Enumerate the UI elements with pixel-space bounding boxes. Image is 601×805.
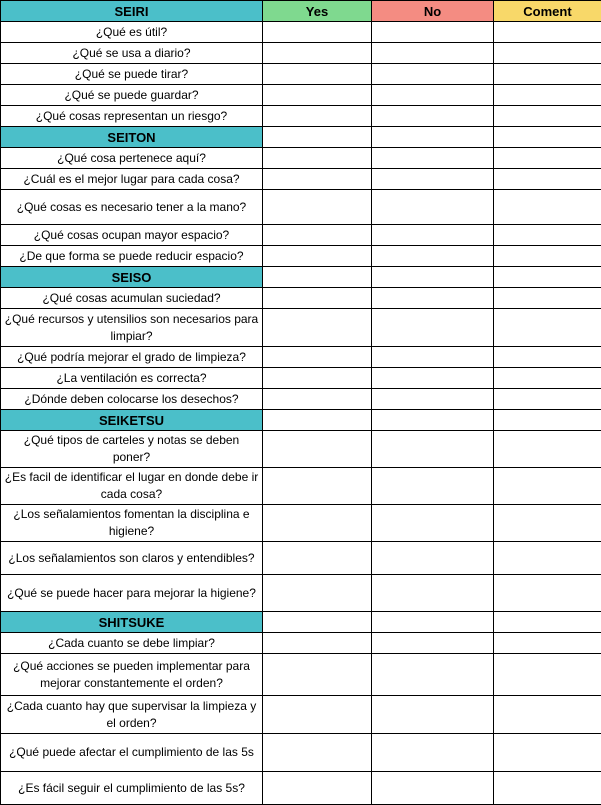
- question-text: ¿Cuál es el mejor lugar para cada cosa?: [1, 169, 263, 190]
- no-answer-cell[interactable]: [372, 106, 494, 127]
- header-row: [1, 1, 601, 22]
- no-answer-cell[interactable]: [372, 654, 494, 696]
- coment-answer-cell[interactable]: [494, 288, 601, 309]
- question-row: [1, 654, 601, 696]
- question-text: ¿Los señalamientos son claros y entendibles?: [1, 542, 263, 575]
- no-answer-cell[interactable]: [372, 43, 494, 64]
- question-row: [1, 190, 601, 225]
- section-row-shitsuke: [1, 612, 601, 633]
- section-coment-cell[interactable]: [494, 612, 601, 633]
- section-no-cell[interactable]: [372, 410, 494, 431]
- question-text: ¿Qué podría mejorar el grado de limpieza?: [1, 347, 263, 368]
- coment-answer-cell[interactable]: [494, 734, 601, 772]
- yes-answer-cell[interactable]: [263, 542, 372, 575]
- question-text: ¿Qué se puede guardar?: [1, 85, 263, 106]
- question-text: ¿La ventilación es correcta?: [1, 368, 263, 389]
- question-text: ¿Cada cuanto hay que supervisar la limpieza y el orden?: [1, 696, 263, 734]
- no-answer-cell[interactable]: [372, 431, 494, 468]
- no-answer-cell[interactable]: [372, 246, 494, 267]
- coment-answer-cell[interactable]: [494, 64, 601, 85]
- yes-answer-cell[interactable]: [263, 633, 372, 654]
- coment-answer-cell[interactable]: [494, 633, 601, 654]
- yes-answer-cell[interactable]: [263, 22, 372, 43]
- section-coment-cell[interactable]: [494, 410, 601, 431]
- yes-answer-cell[interactable]: [263, 772, 372, 805]
- no-answer-cell[interactable]: [372, 288, 494, 309]
- no-answer-cell[interactable]: [372, 22, 494, 43]
- question-row: [1, 468, 601, 505]
- question-text: ¿De que forma se puede reducir espacio?: [1, 246, 263, 267]
- coment-answer-cell[interactable]: [494, 772, 601, 805]
- no-answer-cell[interactable]: [372, 368, 494, 389]
- yes-answer-cell[interactable]: [263, 43, 372, 64]
- no-answer-cell[interactable]: [372, 389, 494, 410]
- section-header-seiri: SEIRI: [1, 1, 263, 22]
- question-text: ¿Qué acciones se pueden implementar para mejorar constantemente el orden?: [1, 654, 263, 696]
- question-row: [1, 505, 601, 542]
- yes-answer-cell[interactable]: [263, 106, 372, 127]
- question-row: [1, 22, 601, 43]
- question-row: [1, 575, 601, 612]
- yes-answer-cell[interactable]: [263, 575, 372, 612]
- section-no-cell[interactable]: [372, 267, 494, 288]
- coment-answer-cell[interactable]: [494, 225, 601, 246]
- question-row: [1, 288, 601, 309]
- coment-answer-cell[interactable]: [494, 22, 601, 43]
- yes-answer-cell[interactable]: [263, 85, 372, 106]
- no-answer-cell[interactable]: [372, 468, 494, 505]
- section-title-seiketsu: SEIKETSU: [1, 410, 263, 431]
- yes-answer-cell[interactable]: [263, 169, 372, 190]
- yes-answer-cell[interactable]: [263, 190, 372, 225]
- no-answer-cell[interactable]: [372, 696, 494, 734]
- question-text: ¿Qué tipos de carteles y notas se deben poner?: [1, 431, 263, 468]
- section-yes-cell[interactable]: [263, 127, 372, 148]
- no-answer-cell[interactable]: [372, 734, 494, 772]
- yes-answer-cell[interactable]: [263, 309, 372, 347]
- yes-answer-cell[interactable]: [263, 654, 372, 696]
- yes-answer-cell[interactable]: [263, 347, 372, 368]
- checklist-body: [1, 1, 601, 805]
- question-row: [1, 309, 601, 347]
- section-row-seiketsu: [1, 410, 601, 431]
- question-row: [1, 106, 601, 127]
- coment-answer-cell[interactable]: [494, 246, 601, 267]
- coment-answer-cell[interactable]: [494, 309, 601, 347]
- section-row-seiso: [1, 267, 601, 288]
- no-answer-cell[interactable]: [372, 542, 494, 575]
- question-text: ¿Dónde deben colocarse los desechos?: [1, 389, 263, 410]
- no-answer-cell[interactable]: [372, 309, 494, 347]
- question-row: [1, 347, 601, 368]
- coment-answer-cell[interactable]: [494, 347, 601, 368]
- question-text: ¿Qué cosas ocupan mayor espacio?: [1, 225, 263, 246]
- section-no-cell[interactable]: [372, 127, 494, 148]
- coment-answer-cell[interactable]: [494, 190, 601, 225]
- question-row: [1, 85, 601, 106]
- question-text: ¿Es fácil seguir el cumplimiento de las 5s?: [1, 772, 263, 805]
- coment-answer-cell[interactable]: [494, 468, 601, 505]
- question-text: ¿Los señalamientos fomentan la disciplina e higiene?: [1, 505, 263, 542]
- no-column-header: No: [372, 1, 494, 22]
- section-title-seiton: SEITON: [1, 127, 263, 148]
- question-text: ¿Qué cosas representan un riesgo?: [1, 106, 263, 127]
- coment-column-header: Coment: [494, 1, 601, 22]
- question-row: [1, 772, 601, 805]
- no-answer-cell[interactable]: [372, 347, 494, 368]
- coment-answer-cell[interactable]: [494, 431, 601, 468]
- coment-answer-cell[interactable]: [494, 85, 601, 106]
- question-row: [1, 225, 601, 246]
- no-answer-cell[interactable]: [372, 190, 494, 225]
- question-text: ¿Es facil de identificar el lugar en donde debe ir cada cosa?: [1, 468, 263, 505]
- coment-answer-cell[interactable]: [494, 43, 601, 64]
- yes-answer-cell[interactable]: [263, 225, 372, 246]
- coment-answer-cell[interactable]: [494, 148, 601, 169]
- coment-answer-cell[interactable]: [494, 106, 601, 127]
- section-yes-cell[interactable]: [263, 612, 372, 633]
- question-row: [1, 246, 601, 267]
- section-row-seiton: [1, 127, 601, 148]
- question-row: [1, 542, 601, 575]
- no-answer-cell[interactable]: [372, 85, 494, 106]
- no-answer-cell[interactable]: [372, 772, 494, 805]
- question-row: [1, 734, 601, 772]
- question-text: ¿Qué se usa a diario?: [1, 43, 263, 64]
- question-text: ¿Qué recursos y utensilios son necesarios para limpiar?: [1, 309, 263, 347]
- section-coment-cell[interactable]: [494, 267, 601, 288]
- question-row: [1, 43, 601, 64]
- coment-answer-cell[interactable]: [494, 654, 601, 696]
- yes-answer-cell[interactable]: [263, 288, 372, 309]
- yes-answer-cell[interactable]: [263, 148, 372, 169]
- yes-column-header: Yes: [263, 1, 372, 22]
- no-answer-cell[interactable]: [372, 148, 494, 169]
- no-answer-cell[interactable]: [372, 225, 494, 246]
- question-text: ¿Qué se puede tirar?: [1, 64, 263, 85]
- yes-answer-cell[interactable]: [263, 368, 372, 389]
- coment-answer-cell[interactable]: [494, 696, 601, 734]
- section-yes-cell[interactable]: [263, 267, 372, 288]
- section-yes-cell[interactable]: [263, 410, 372, 431]
- coment-answer-cell[interactable]: [494, 368, 601, 389]
- question-text: ¿Qué cosas acumulan suciedad?: [1, 288, 263, 309]
- section-no-cell[interactable]: [372, 612, 494, 633]
- question-row: [1, 169, 601, 190]
- coment-answer-cell[interactable]: [494, 542, 601, 575]
- no-answer-cell[interactable]: [372, 169, 494, 190]
- no-answer-cell[interactable]: [372, 505, 494, 542]
- section-title-shitsuke: SHITSUKE: [1, 612, 263, 633]
- coment-answer-cell[interactable]: [494, 389, 601, 410]
- yes-answer-cell[interactable]: [263, 468, 372, 505]
- coment-answer-cell[interactable]: [494, 575, 601, 612]
- question-text: ¿Qué puede afectar el cumplimiento de las 5s: [1, 734, 263, 772]
- coment-answer-cell[interactable]: [494, 505, 601, 542]
- yes-answer-cell[interactable]: [263, 64, 372, 85]
- section-coment-cell[interactable]: [494, 127, 601, 148]
- yes-answer-cell[interactable]: [263, 505, 372, 542]
- question-row: [1, 633, 601, 654]
- question-row: [1, 64, 601, 85]
- yes-answer-cell[interactable]: [263, 696, 372, 734]
- yes-answer-cell[interactable]: [263, 734, 372, 772]
- question-row: [1, 148, 601, 169]
- no-answer-cell[interactable]: [372, 575, 494, 612]
- question-row: [1, 368, 601, 389]
- question-text: ¿Cada cuanto se debe limpiar?: [1, 633, 263, 654]
- yes-answer-cell[interactable]: [263, 431, 372, 468]
- no-answer-cell[interactable]: [372, 64, 494, 85]
- question-text: ¿Qué es útil?: [1, 22, 263, 43]
- yes-answer-cell[interactable]: [263, 389, 372, 410]
- yes-answer-cell[interactable]: [263, 246, 372, 267]
- section-title-seiso: SEISO: [1, 267, 263, 288]
- coment-answer-cell[interactable]: [494, 169, 601, 190]
- question-row: [1, 696, 601, 734]
- question-text: ¿Qué cosa pertenece aquí?: [1, 148, 263, 169]
- question-text: ¿Qué se puede hacer para mejorar la higiene?: [1, 575, 263, 612]
- question-row: [1, 389, 601, 410]
- question-row: [1, 431, 601, 468]
- no-answer-cell[interactable]: [372, 633, 494, 654]
- question-text: ¿Qué cosas es necesario tener a la mano?: [1, 190, 263, 225]
